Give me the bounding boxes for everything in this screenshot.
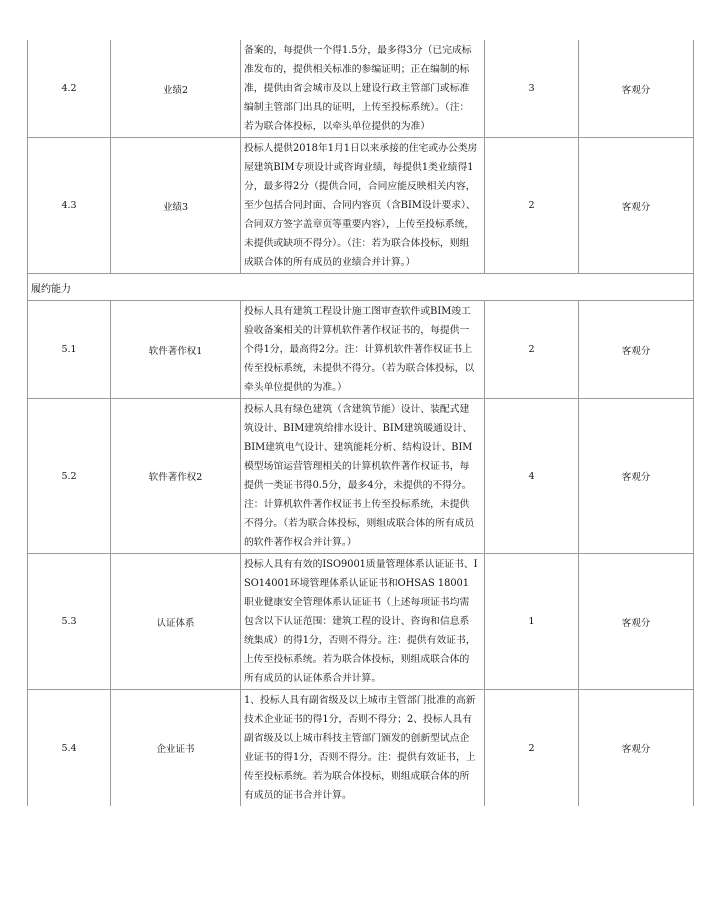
item-number: 4.3	[28, 138, 111, 274]
item-score: 2	[485, 138, 579, 274]
item-criteria: 投标人具有有效的ISO9001质量管理体系认证证书、ISO14001环境管理体系认证证书和OHSAS 18001 职业健康安全管理体系认证证书（上述每项证书均需包含以下认证范围：建筑工程的设计、咨询和信息系统集成）的得1分，否则不得分。注：提供有效证书，上传至投标系统。若为联合体投标，则组成联合体的所有成员的认证体系合并计算。	[241, 554, 485, 690]
item-number: 5.3	[28, 554, 111, 690]
item-name: 业绩2	[111, 40, 241, 138]
table-row	[28, 138, 694, 274]
table-row	[28, 399, 694, 554]
item-criteria: 投标人提供2018年1月1日以来承接的住宅或办公类房屋建筑BIM专项设计或咨询业绩，每提供1类业绩得1分，最多得2分（提供合同，合同应能反映相关内容，至少包括合同封面、合同内容页（含BIM设计要求）、合同双方签字盖章页等重要内容），上传至投标系统，未提供或缺项不得分）。（注：若为联合体投标，则组成联合体的所有成员的业绩合并计算。）	[241, 138, 485, 274]
item-criteria: 投标人具有建筑工程设计施工图审查软件或BIM竣工验收备案相关的计算机软件著作权证书的，每提供一个得1分，最高得2分。注：计算机软件著作权证书上传至投标系统，未提供不得分。（若为联合体投标，以牵头单位提供的为准。）	[241, 301, 485, 399]
item-number: 5.2	[28, 399, 111, 554]
item-score-type: 客观分	[579, 138, 694, 274]
item-score-type: 客观分	[579, 301, 694, 399]
item-criteria: 1、投标人具有副省级及以上城市主管部门批准的高新技术企业证书的得1分，否则不得分；2、投标人具有副省级及以上城市科技主管部门颁发的创新型试点企业证书的得1分，否则不得分。注：提供有效证书，上传至投标系统。若为联合体投标，则组成联合体的所有成员的证书合并计算。	[241, 690, 485, 807]
item-score-type: 客观分	[579, 690, 694, 807]
item-score-type: 客观分	[579, 554, 694, 690]
table-row	[28, 690, 694, 807]
table-row	[28, 301, 694, 399]
item-score-type: 客观分	[579, 40, 694, 138]
item-score: 3	[485, 40, 579, 138]
item-number: 5.1	[28, 301, 111, 399]
item-name: 企业证书	[111, 690, 241, 807]
item-name: 软件著作权1	[111, 301, 241, 399]
table-row	[28, 554, 694, 690]
item-score: 2	[485, 301, 579, 399]
section-row	[28, 274, 694, 301]
item-criteria: 备案的，每提供一个得1.5分，最多得3分（已完成标准发布的，提供相关标准的参编证明；正在编制的标准，提供由省会城市及以上建设行政主管部门或标准编制主管部门出具的证明，上传至投标系统）。（注：若为联合体投标，以牵头单位提供的为准）	[241, 40, 485, 138]
item-name: 业绩3	[111, 138, 241, 274]
item-score: 1	[485, 554, 579, 690]
item-number: 4.2	[28, 40, 111, 138]
table-row	[28, 40, 694, 138]
item-number: 5.4	[28, 690, 111, 807]
scoring-table	[27, 40, 694, 806]
item-name: 认证体系	[111, 554, 241, 690]
item-name: 软件著作权2	[111, 399, 241, 554]
item-score-type: 客观分	[579, 399, 694, 554]
item-criteria: 投标人具有绿色建筑（含建筑节能）设计、装配式建筑设计、BIM建筑给排水设计、BIM建筑暖通设计、BIM建筑电气设计、建筑能耗分析、结构设计、BIM模型场馆运营管理相关的计算机软件著作权证书，每提供一类证书得0.5分，最多4分，未提供的不得分。注：计算机软件著作权证书上传至投标系统，未提供不得分。（若为联合体投标，则组成联合体的所有成员的软件著作权合并计算。）	[241, 399, 485, 554]
item-score: 2	[485, 690, 579, 807]
section-heading: 履约能力	[28, 274, 694, 301]
item-score: 4	[485, 399, 579, 554]
